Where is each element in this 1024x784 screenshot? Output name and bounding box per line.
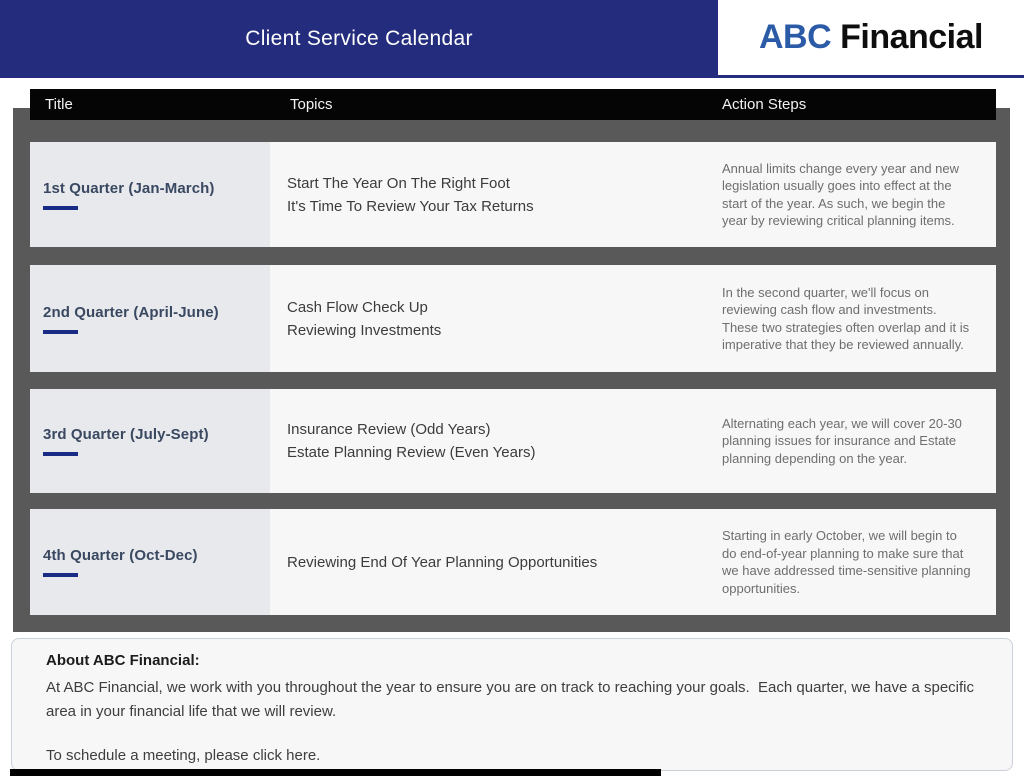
title-underline [43, 573, 78, 577]
row-title-cell [30, 389, 270, 493]
schedule-line [46, 747, 992, 764]
row-title-cell [30, 509, 270, 615]
brand-logo-financial: Financial [840, 18, 983, 56]
about-heading: About ABC Financial: [46, 652, 200, 669]
table-row [30, 142, 996, 247]
row-action-steps: Annual limits change every year and new legislation usually goes into effect at the start of the year. As such, we begin the year by reviewing critical planning items. [722, 160, 960, 228]
row-title-cell [30, 265, 270, 372]
row-topics-cell [270, 509, 705, 615]
footer-shadow-bar [10, 769, 661, 776]
row-action-cell [705, 389, 996, 493]
row-action-cell [705, 142, 996, 247]
topic-line: It's Time To Review Your Tax Returns [287, 197, 534, 215]
schedule-text: To schedule a meeting, please [46, 747, 253, 764]
topic-line: Cash Flow Check Up [287, 298, 428, 316]
column-header-title: Title [45, 96, 73, 113]
brand-logo-abc: ABC [759, 18, 841, 56]
row-action-steps: Alternating each year, we will cover 20-30 planning issues for insurance and Estate planning depending on the year. [722, 415, 962, 466]
table-row [30, 265, 996, 372]
about-box [11, 638, 1013, 771]
title-underline [43, 206, 78, 210]
row-title: 4th Quarter (Oct-Dec) [43, 547, 198, 564]
table-header [30, 89, 996, 120]
schedule-text-suffix: . [316, 747, 321, 764]
page-title: Client Service Calendar [245, 26, 473, 50]
row-topics-cell [270, 265, 705, 372]
brand-logo [718, 0, 1024, 75]
schedule-meeting-link[interactable]: click here [252, 747, 317, 764]
about-body: At ABC Financial, we work with you throughout the year to ensure you are on track to reaching your goals. Each quarter, we have a specific area in your financial life that we will review. [46, 679, 979, 720]
title-underline [43, 452, 78, 456]
topic-line: Start The Year On The Right Foot [287, 174, 510, 192]
column-header-topics: Topics [290, 96, 333, 113]
header-banner [0, 0, 718, 77]
row-action-cell [705, 509, 996, 615]
row-title: 2nd Quarter (April-June) [43, 303, 219, 321]
topic-line: Insurance Review (Odd Years) [287, 421, 491, 438]
row-topics-cell [270, 389, 705, 493]
title-underline [43, 330, 78, 334]
table-body [13, 108, 1010, 632]
table-row [30, 389, 996, 493]
table-row [30, 509, 996, 615]
row-topics-cell [270, 142, 705, 247]
topic-line: Reviewing Investments [287, 321, 442, 339]
row-title: 3rd Quarter (July-Sept) [43, 426, 209, 443]
row-title: 1st Quarter (Jan-March) [43, 179, 215, 197]
row-title-cell [30, 142, 270, 247]
row-action-steps: In the second quarter, we'll focus on reviewing cash flow and investments. These two strategies often overlap and it is imperative that they be reviewed annually. [722, 284, 970, 352]
topic-line: Estate Planning Review (Even Years) [287, 444, 536, 461]
column-header-action-steps: Action Steps [722, 96, 807, 113]
topic-line: Reviewing End Of Year Planning Opportunities [287, 553, 598, 571]
row-action-cell [705, 265, 996, 372]
row-action-steps: Starting in early October, we will begin to do end-of-year planning to make sure that we have addressed time-sensitive planning opportunities. [722, 528, 971, 596]
